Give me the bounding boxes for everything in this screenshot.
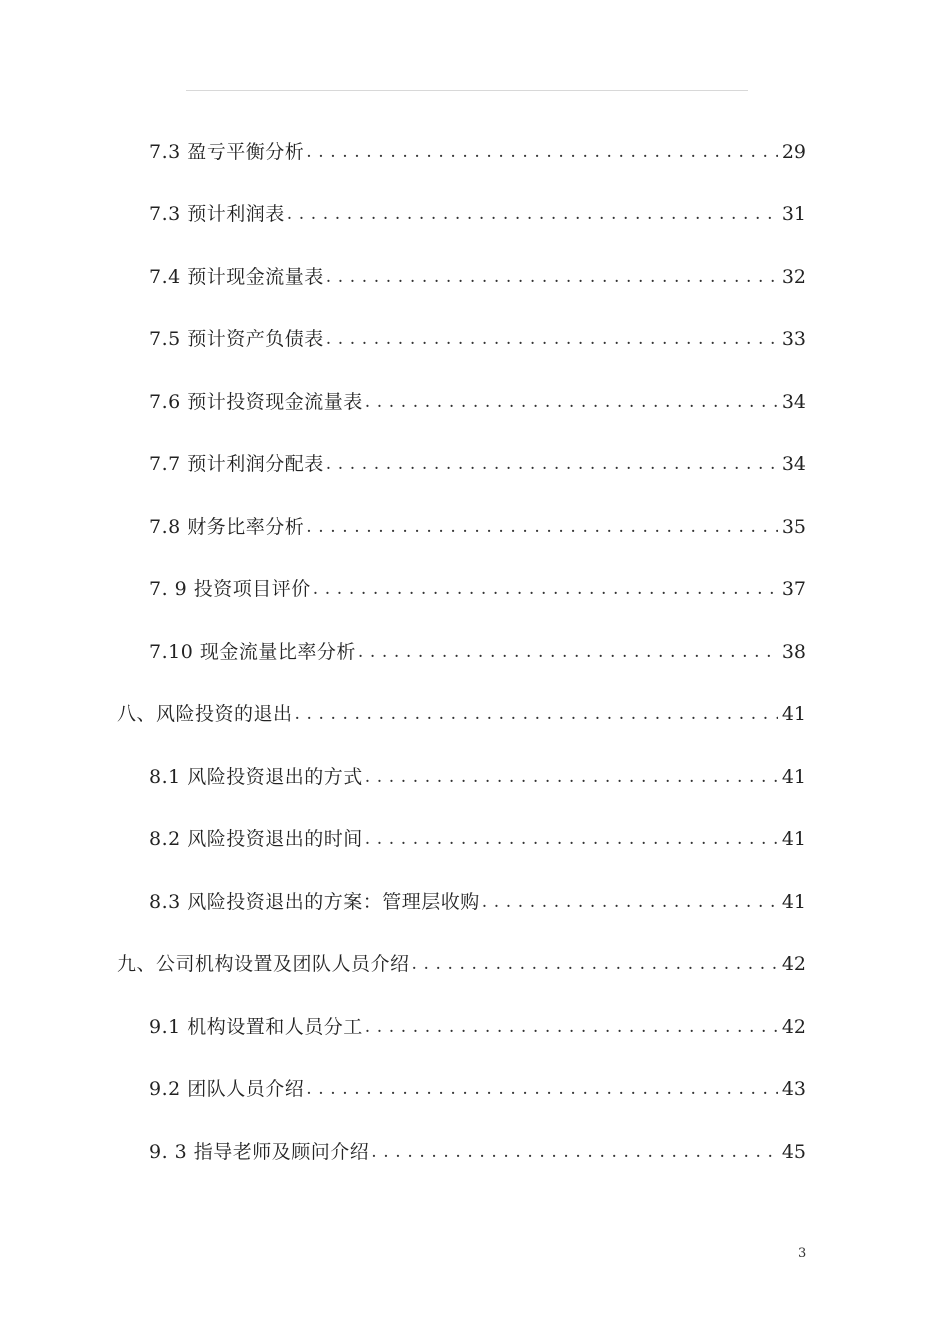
toc-entry[interactable] xyxy=(149,324,806,354)
toc-entry-title: 7.6 预计投资现金流量表 xyxy=(149,391,363,413)
toc-entry-title: 8.1 风险投资退出的方式 xyxy=(149,766,363,788)
toc-entry-page: 41 xyxy=(781,828,806,850)
toc-entry[interactable] xyxy=(149,1012,806,1042)
toc-entry-page: 33 xyxy=(781,328,806,350)
toc-entry-page: 42 xyxy=(781,953,806,975)
toc-dot-leader xyxy=(295,699,778,729)
toc-dot-leader xyxy=(412,949,778,979)
toc-entry-page: 31 xyxy=(781,203,806,225)
toc-dot-leader xyxy=(358,637,778,667)
toc-dot-leader xyxy=(326,449,778,479)
toc-entry-title: 7.3 预计利润表 xyxy=(149,203,285,225)
toc-entry-page: 41 xyxy=(781,891,806,913)
toc-entry[interactable] xyxy=(149,262,806,292)
toc-dot-leader xyxy=(482,887,778,917)
toc-entry-page: 32 xyxy=(781,266,806,288)
toc-dot-leader xyxy=(306,1074,778,1104)
toc-entry[interactable] xyxy=(149,449,806,479)
toc-dot-leader xyxy=(306,512,778,542)
toc-entry-page: 35 xyxy=(781,516,806,538)
toc-entry-title: 7.4 预计现金流量表 xyxy=(149,266,324,288)
toc-entry[interactable] xyxy=(149,1074,806,1104)
toc-entry-title: 7.8 财务比率分析 xyxy=(149,516,305,538)
toc-entry-title: 8.3 风险投资退出的方案：管理层收购 xyxy=(149,891,480,913)
toc-entry-title: 7.3 盈亏平衡分析 xyxy=(149,141,305,163)
toc-entry-title: 9.2 团队人员介绍 xyxy=(149,1078,305,1100)
toc-dot-leader xyxy=(306,137,778,167)
toc-entry-page: 34 xyxy=(781,453,806,475)
toc-dot-leader xyxy=(287,199,778,229)
toc-entry-title: 7.10 现金流量比率分析 xyxy=(149,641,356,663)
toc-dot-leader xyxy=(365,1012,778,1042)
toc-entry[interactable] xyxy=(149,387,806,417)
page-number: 3 xyxy=(798,1246,807,1261)
toc-entry[interactable] xyxy=(149,137,806,167)
toc-entry-page: 38 xyxy=(781,641,806,663)
toc-entry-page: 43 xyxy=(781,1078,806,1100)
toc-entry[interactable] xyxy=(149,512,806,542)
toc-entry-title: 八、风险投资的退出 xyxy=(117,703,293,725)
toc-entry[interactable] xyxy=(149,824,806,854)
toc-entry-title: 9.1 机构设置和人员分工 xyxy=(149,1016,363,1038)
toc-entry-title: 9. 3 指导老师及顾问介绍 xyxy=(149,1141,370,1163)
toc-entry-page: 41 xyxy=(781,703,806,725)
toc-dot-leader xyxy=(326,262,778,292)
toc-entry-title: 九、公司机构设置及团队人员介绍 xyxy=(117,953,410,975)
toc-entry-page: 45 xyxy=(781,1141,806,1163)
toc-entry[interactable] xyxy=(149,199,806,229)
toc-dot-leader xyxy=(326,324,778,354)
toc-entry[interactable] xyxy=(117,699,806,729)
toc-dot-leader xyxy=(365,824,778,854)
toc-dot-leader xyxy=(371,1137,778,1167)
toc-entry[interactable] xyxy=(149,762,806,792)
toc-dot-leader xyxy=(365,387,778,417)
toc-entry-title: 7. 9 投资项目评价 xyxy=(149,578,311,600)
toc-entry[interactable] xyxy=(149,574,806,604)
toc-entry[interactable] xyxy=(149,637,806,667)
toc-entry-page: 29 xyxy=(781,141,806,163)
toc-dot-leader xyxy=(365,762,778,792)
toc-entry-title: 7.7 预计利润分配表 xyxy=(149,453,324,475)
toc-entry-page: 41 xyxy=(781,766,806,788)
toc-dot-leader xyxy=(313,574,778,604)
toc-entry-page: 34 xyxy=(781,391,806,413)
toc-entry-title: 8.2 风险投资退出的时间 xyxy=(149,828,363,850)
toc-entry[interactable] xyxy=(149,1137,806,1167)
toc-entry-page: 37 xyxy=(781,578,806,600)
toc-entry-page: 42 xyxy=(781,1016,806,1038)
toc-entry-title: 7.5 预计资产负债表 xyxy=(149,328,324,350)
toc-entry[interactable] xyxy=(149,887,806,917)
toc-entry[interactable] xyxy=(117,949,806,979)
